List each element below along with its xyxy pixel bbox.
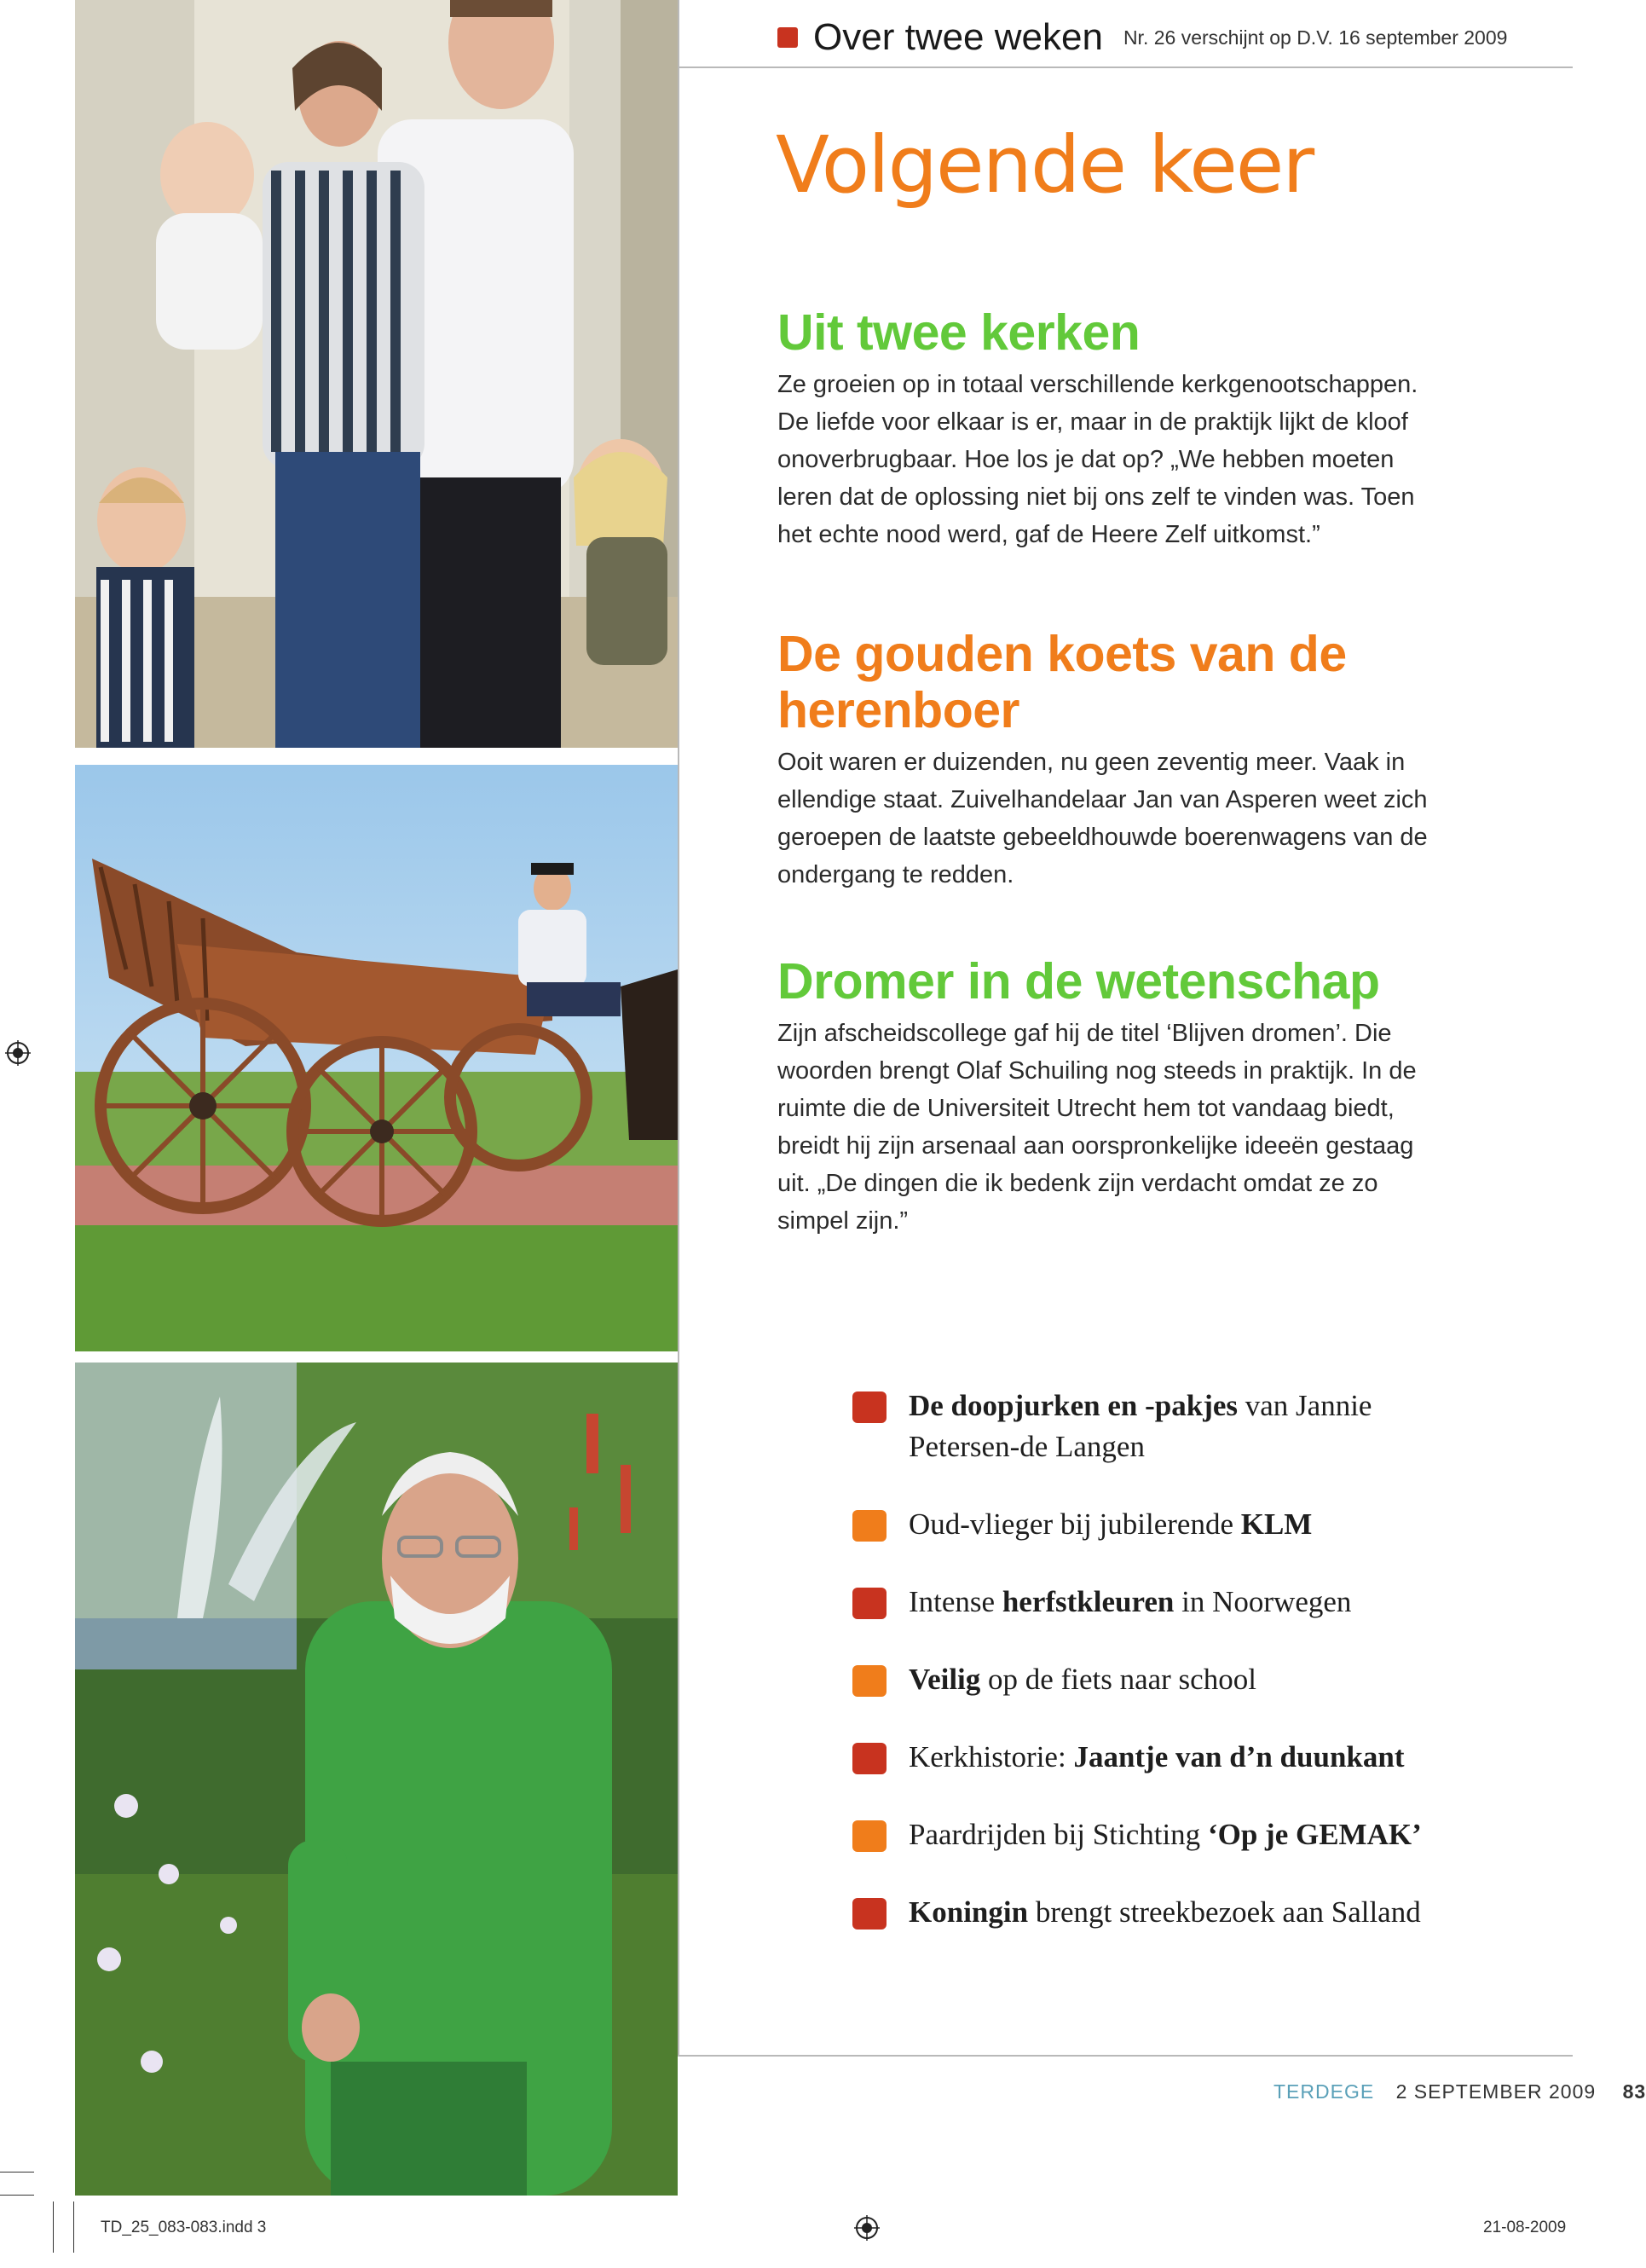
crop-mark: [0, 2195, 34, 2196]
body-line: Ze groeien op in totaal verschillende kerkgenootschappen.: [777, 371, 1418, 398]
bullet-square-icon: [852, 1588, 887, 1619]
body-line: Ooit waren er duizenden, nu geen zeventig meer. Vaak in: [777, 749, 1406, 776]
body-line: woorden brengt Olaf Schuiling nog steeds in praktijk. In de: [777, 1057, 1417, 1085]
item-bold: KLM: [1240, 1507, 1313, 1541]
body-line: De liefde voor elkaar is er, maar in de praktijk lijkt de kloof: [777, 408, 1408, 436]
list-item: [852, 1582, 1534, 1623]
item-text: Paardrijden bij Stichting: [909, 1818, 1208, 1851]
family-photo: [75, 0, 678, 748]
list-item: [852, 1892, 1534, 1933]
page-title: Volgende keer: [776, 119, 1314, 211]
article-dromer-in-de-wetenschap: [777, 953, 1485, 1240]
item-text: in Noorwegen: [1174, 1585, 1352, 1618]
body-line: het echte nood werd, gaf de Heere Zelf uitkomst.”: [777, 521, 1320, 548]
frame-line-bottom: [678, 2055, 1573, 2057]
article-title: Uit twee kerken: [777, 304, 1141, 361]
page-footer: [1273, 2080, 1646, 2103]
crop-mark: [53, 2201, 54, 2253]
bullet-square-icon: [852, 1743, 887, 1774]
item-bold: De doopjurken en -pakjes: [909, 1389, 1239, 1422]
bullet-square-icon: [852, 1391, 887, 1423]
item-text: op de fiets naar school: [980, 1663, 1256, 1696]
list-item: [852, 1386, 1534, 1467]
item-text: van Jannie: [1238, 1389, 1372, 1422]
article-gouden-koets: [777, 626, 1485, 894]
body-line: breidt hij zijn arsenaal aan oorspronkelijke ideeën gestaag: [777, 1132, 1414, 1160]
slug-date: 21-08-2009: [1483, 2219, 1567, 2236]
list-item: [852, 1814, 1534, 1855]
bullet-square-icon: [852, 1898, 887, 1930]
item-text: Intense: [909, 1585, 1002, 1618]
item-text: Petersen-de Langen: [909, 1430, 1145, 1463]
page-number: 83: [1622, 2080, 1646, 2103]
magazine-name: TERDEGE: [1273, 2080, 1375, 2103]
header-subtitle: Nr. 26 verschijnt op D.V. 16 september 2009: [1123, 26, 1508, 49]
item-bold: ‘Op je GEMAK’: [1207, 1818, 1422, 1851]
frame-line-left: [678, 0, 679, 2055]
article-title: Dromer in de wetenschap: [777, 953, 1380, 1010]
preview-list: [852, 1386, 1534, 1970]
body-line: uit. „De dingen die ik bedenk zijn verdacht omdat ze zo: [777, 1170, 1378, 1197]
item-bold: Koningin: [909, 1895, 1029, 1929]
list-item: [852, 1737, 1534, 1778]
crop-mark: [0, 2172, 34, 2173]
article-body: [777, 743, 1485, 894]
item-text: brengt streekbezoek aan Salland: [1028, 1895, 1421, 1929]
bullet-square-icon: [852, 1665, 887, 1697]
body-line: ruimte die de Universiteit Utrecht hem tot vandaag biedt,: [777, 1095, 1395, 1122]
bullet-square-icon: [852, 1820, 887, 1852]
body-line: leren dat de oplossing niet bij ons zelf te vinden was. Toen: [777, 483, 1415, 511]
slug-filename: TD_25_083-083.indd 3: [101, 2219, 267, 2236]
list-item: [852, 1504, 1534, 1545]
header-title: Over twee weken: [813, 16, 1103, 58]
body-line: ondergang te redden.: [777, 861, 1014, 888]
item-text: Oud-vlieger bij jubilerende: [909, 1507, 1241, 1541]
bullet-square-icon: [852, 1510, 887, 1542]
item-bold: Veilig: [909, 1663, 981, 1696]
body-line: Zijn afscheidscollege gaf hij de titel ‘Blijven dromen’. Die: [777, 1020, 1392, 1047]
article-body: [777, 1015, 1485, 1240]
item-bold: Jaantje van d’n duunkant: [1073, 1740, 1405, 1773]
page-header: [777, 12, 1507, 63]
registration-mark-icon: [5, 1040, 31, 1066]
body-line: ellendige staat. Zuivelhandelaar Jan van Asperen weet zich: [777, 786, 1428, 813]
header-square-icon: [777, 27, 798, 48]
item-bold: herfstkleuren: [1002, 1585, 1175, 1618]
body-line: onoverbrugbaar. Hoe los je dat op? „We hebben moeten: [777, 446, 1395, 473]
list-item: [852, 1659, 1534, 1700]
frame-line-top: [678, 67, 1573, 68]
crop-mark: [73, 2201, 74, 2253]
registration-mark-icon: [854, 2215, 880, 2241]
article-body: [777, 366, 1485, 553]
article-uit-twee-kerken: [777, 304, 1485, 553]
article-title-line: herenboer: [777, 682, 1020, 738]
body-line: simpel zijn.”: [777, 1207, 909, 1235]
carriage-photo: [75, 765, 678, 1351]
item-text: Kerkhistorie:: [909, 1740, 1074, 1773]
scientist-photo: [75, 1363, 678, 2196]
article-title-line: De gouden koets van de: [777, 626, 1347, 682]
issue-date: 2 SEPTEMBER 2009: [1395, 2080, 1597, 2103]
body-line: geroepen de laatste gebeeldhouwde boerenwagens van de: [777, 824, 1428, 851]
article-title: [777, 626, 1485, 738]
